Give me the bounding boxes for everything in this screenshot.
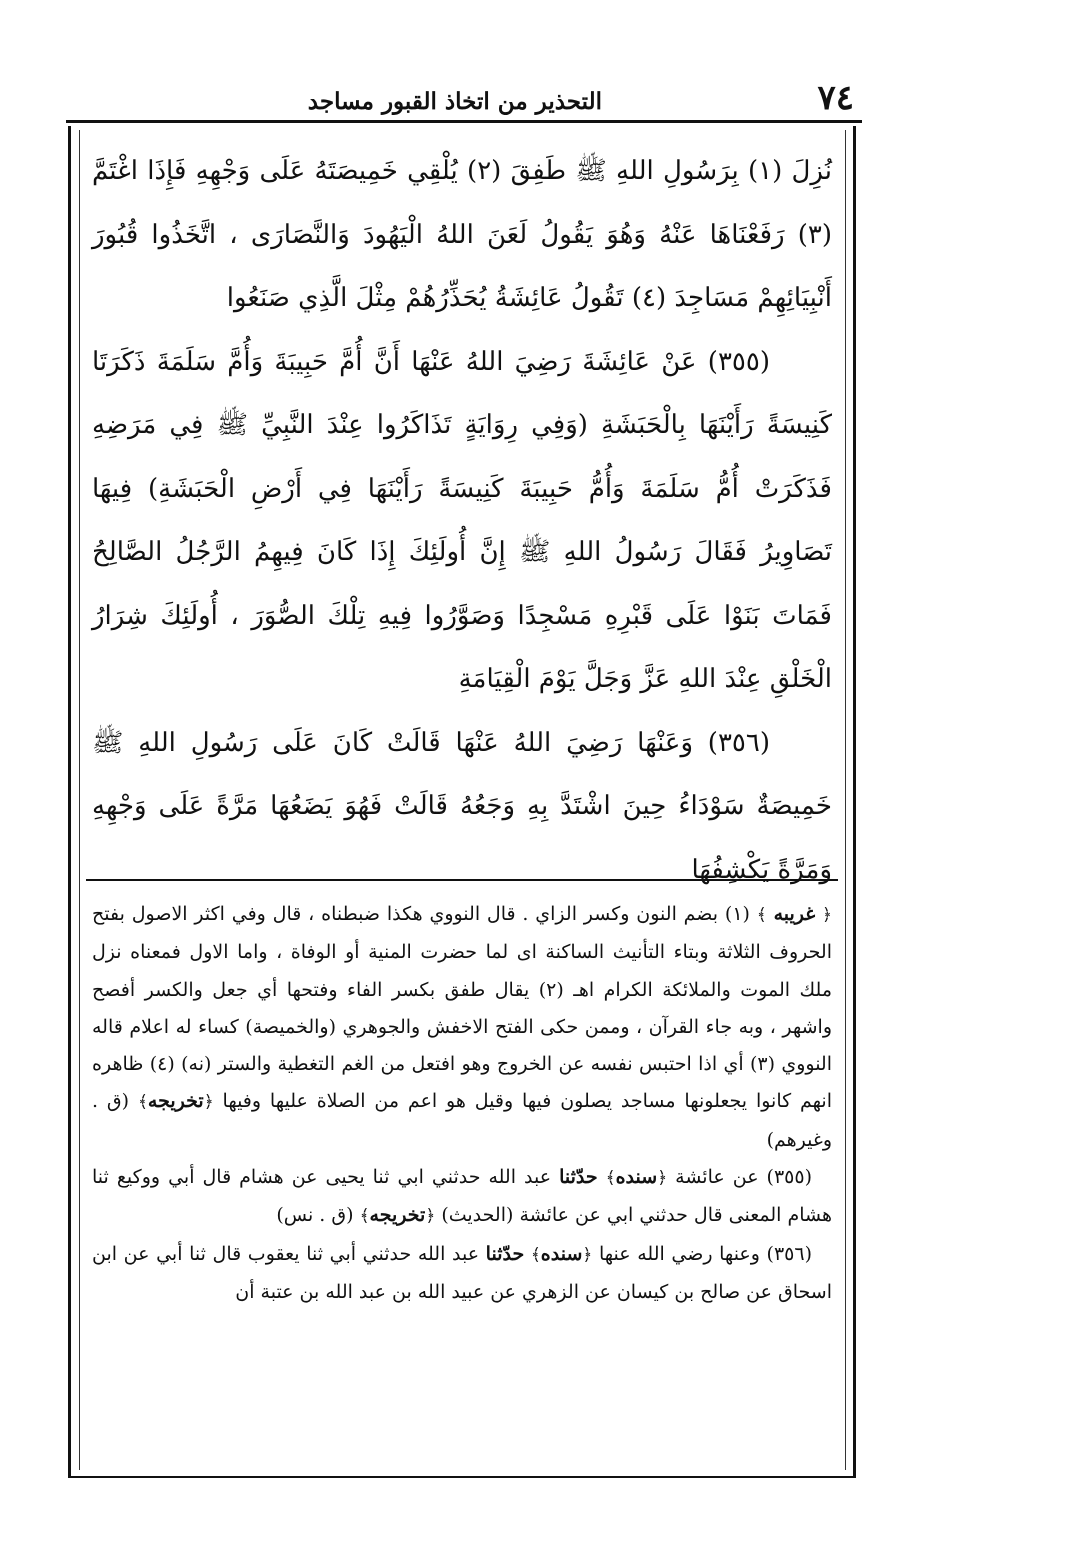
ornament-close-icon: ﴾ — [359, 1206, 370, 1227]
note-355-intro: (٣٥٥) عن عائشة — [675, 1166, 813, 1189]
gharib-text: (١) بضم النون وكسر الزاي . قال النووي هكذا ضبطناه ، قال وفي اكثر الاصول بفتح الحروف الثلاثة وبتاء التأنيث الساكنة اى لما حضرت المنية أو الوفاة ، واما الاول فمعناه نزل ملك الموت والملائكة الكرام اهـ (٢) يقال طفق بكسر الفاء وفتحها أي جعل والكسر أفصح واشهر ، وبه جاء القرآن ، وممن حكى الفتح الاخفش والجوهري (والخميصة) كساء له اعلام قاله النووي (٣) أي اذا احتبس نفسه عن الخروج وهو افتعل من الغم التغطية والستر (نه) (٤) ظاهره انهم كانوا يجعلونها مساجد يصلون فيها وقيل هو اعم من الصلاة عليها وفيها — [92, 903, 832, 1113]
page-title: التحذير من اتخاذ القبور مساجد — [307, 88, 602, 115]
ornament-open-icon: ﴿ — [582, 1244, 593, 1265]
haddathana-label: حدّثنا — [559, 1166, 598, 1189]
ornament-close-icon: ﴾ — [137, 1092, 148, 1113]
sanad-label: سنده — [615, 1166, 658, 1189]
main-paragraph-continuation: نُزِلَ (١) بِرَسُولِ اللهِ ﷺ طَفِقَ (٢) يُلْقِي خَمِيصَتَهُ عَلَى وَجْهِهِ فَإِذَا اغْتَمَّ (٣) رَفَعْنَاهَا عَنْهُ وَهُوَ يَقُولُ لَعَنَ اللهُ الْيَهُودَ وَالنَّصَارَى ، اتَّخَذُوا قُبُورَ أَنْبِيَائِهِمْ مَسَاجِدَ (٤) تَقُولُ عَائِشَةُ يُحَذِّرُهُمْ مِثْلَ الَّذِي صَنَعُوا — [92, 156, 832, 313]
ornament-close-icon: ﴾ — [530, 1244, 541, 1265]
ornament-open-icon: ﴿ — [425, 1206, 436, 1227]
hadith-355: (٣٥٥) عَنْ عَائِشَةَ رَضِيَ اللهُ عَنْهَا أَنَّ أُمَّ حَبِيبَةَ وَأُمَّ سَلَمَةَ ذَكَرَتَا كَنِيسَةً رَأَيْنَهَا بِالْحَبَشَةِ (وَفِي رِوَايَةٍ تَذَاكَرُوا عِنْدَ النَّبِيِّ ﷺ فِي مَرَضِهِ فَذَكَرَتْ أُمُّ سَلَمَةَ وَأُمُّ حَبِيبَةَ كَنِيسَةً رَأَيْنَهَا فِي أَرْضِ الْحَبَشَةِ) فِيهَا تَصَاوِيرُ فَقَالَ رَسُولُ اللهِ ﷺ إِنَّ أُولَئِكَ إِذَا كَانَ فِيهِمُ الرَّجُلُ الصَّالِحُ فَمَاتَ بَنَوْا عَلَى قَبْرِهِ مَسْجِدًا وَصَوَّرُوا فِيهِ تِلْكَ الصُّوَرَ ، أُولَئِكَ شِرَارُ الْخَلْقِ عِنْدَ اللهِ عَزَّ وَجَلَّ يَوْمَ الْقِيَامَةِ — [92, 346, 832, 694]
ornament-open-icon: ﴿ — [657, 1168, 668, 1189]
header-rule — [66, 120, 862, 123]
ornament-open-icon: ﴿ — [203, 1092, 214, 1113]
note-356 — [92, 1236, 832, 1312]
page-number: ٧٤ — [817, 78, 854, 118]
takhrij-label: تخريجه — [369, 1204, 426, 1227]
note-355-takhrij: (ق . نس) — [276, 1204, 354, 1227]
takhrij-label: تخريجه — [147, 1090, 204, 1113]
note-356-sanad: عبد الله حدثني أبي ثنا يعقوب قال ثنا أبي عن ابن اسحاق عن صالح بن كيسان عن الزهري عن عبيد الله بن عبد الله بن عتبة أن — [92, 1242, 832, 1303]
note-355 — [92, 1159, 832, 1236]
sanad-label: سنده — [540, 1242, 583, 1265]
note-356-intro: (٣٥٦) وعنها رضي الله عنها — [598, 1242, 813, 1265]
hadith-356: (٣٥٦) وَعَنْهَا رَضِيَ اللهُ عَنْهَا قَالَتْ كَانَ عَلَى رَسُولِ اللهِ ﷺ خَمِيصَةٌ سَوْدَاءُ حِينَ اشْتَدَّ بِهِ وَجَعُهُ قَالَتْ فَهُوَ يَضَعُهَا مَرَّةً عَلَى وَجْهِهِ وَمَرَّةً يَكْشِفُهَا — [92, 727, 832, 885]
ornament-open-icon: ﴿ — [822, 905, 833, 925]
frame-inner-right-rule — [845, 130, 846, 1470]
haddathana-label: حدّثنا — [485, 1242, 525, 1265]
frame-inner-left-rule — [79, 130, 80, 1470]
main-text — [92, 140, 832, 902]
note-355-sanad: عبد الله حدثني ابي ثنا يحيى عن هشام قال أبي ووكيع ثنا هشام المعنى قال حدثني ابي عن عائشة (الحديث) — [92, 1166, 832, 1227]
running-header — [66, 72, 862, 120]
footnotes — [92, 896, 832, 1311]
footnotes-rule — [86, 879, 838, 881]
ornament-close-icon: ﴾ — [756, 905, 767, 925]
ornament-close-icon: ﴾ — [605, 1168, 616, 1189]
gharib-label: غريبه — [773, 903, 816, 925]
note-gharib — [92, 896, 832, 1159]
takhrij-text: (ق . وغيرهم) — [92, 1090, 832, 1151]
